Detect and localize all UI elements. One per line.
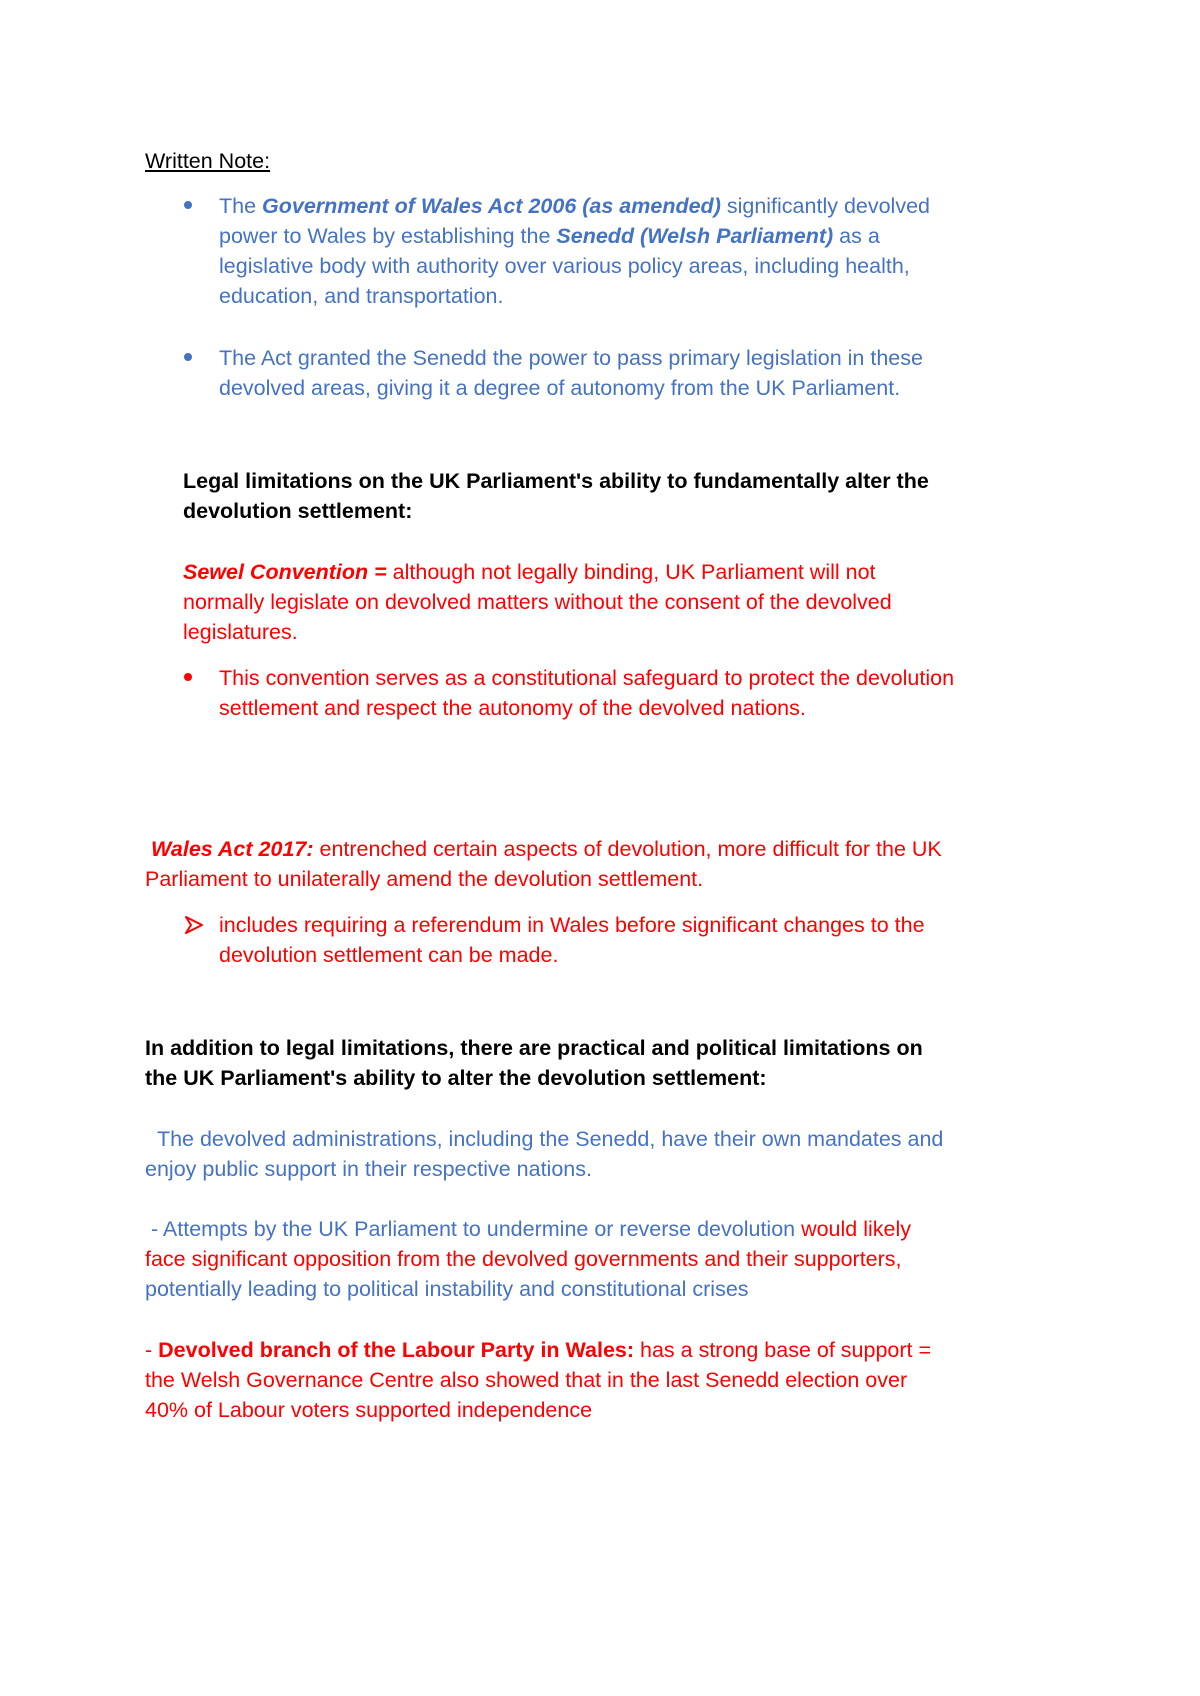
intro-bullet-2 <box>219 343 923 403</box>
labour-paragraph: - Devolved branch of the Labour Party in Wales: has a strong base of support = the Welsh Governance Centre also showed that in the last Senedd election over 40% of Labour voters supported independence <box>145 1338 932 1422</box>
senedd-term: Senedd (Welsh Parliament) <box>556 224 834 248</box>
wales-act-paragraph: Wales Act 2017: entrenched certain aspects of devolution, more difficult for the UK Parliament to unilaterally amend the devolution settlement. <box>145 837 942 891</box>
bullet-dot-icon <box>184 201 192 209</box>
intro-bullet-2-line-2: devolved areas, giving it a degree of autonomy from the UK Parliament. <box>219 376 901 400</box>
sewel-convention-paragraph: Sewel Convention = although not legally binding, UK Parliament will not normally legislate on devolved matters without the consent of the devolved legislatures. <box>183 560 892 644</box>
bullet-dot-icon <box>184 353 192 361</box>
intro-bullet-1-line-4: education, and transportation. <box>219 284 504 308</box>
intro-bullet-1-line-1: The Government of Wales Act 2006 (as amended) significantly devolved <box>219 194 931 218</box>
practical-limitations-heading: In addition to legal limitations, there are practical and political limitations on the UK Parliament's ability to alter the devolution settlement: <box>145 1036 923 1090</box>
written-note-heading <box>145 146 270 176</box>
mandates-paragraph: The devolved administrations, including the Senedd, have their own mandates and enjoy public support in their respective nations. <box>145 1127 944 1181</box>
attempts-paragraph: - Attempts by the UK Parliament to undermine or reverse devolution would likely face significant opposition from the devolved governments and their supporters, potentially leading to political instability and constitutional crises <box>145 1217 912 1301</box>
wales-act-2017-term: Wales Act 2017: <box>150 837 314 861</box>
intro-bullet-1-line-3: legislative body with authority over various policy areas, including health, <box>219 254 910 278</box>
sewel-bullet: This convention serves as a constitutional safeguard to protect the devolution settlement and respect the autonomy of the devolved nations. <box>219 666 955 720</box>
arrow-bullet-icon <box>183 914 205 936</box>
sewel-convention-term: Sewel Convention = <box>183 560 387 584</box>
intro-bullet-1 <box>219 191 930 311</box>
bullet-dot-icon <box>184 673 192 681</box>
intro-bullet-2-line-1: The Act granted the Senedd the power to pass primary legislation in these <box>219 346 923 370</box>
written-note-heading-text: Written Note: <box>145 149 271 173</box>
wales-act-bullet: includes requiring a referendum in Wales before significant changes to the devolution settlement can be made. <box>219 913 925 967</box>
intro-bullet-1-line-2: power to Wales by establishing the Senedd (Welsh Parliament) as a <box>219 224 880 248</box>
government-of-wales-act-term: Government of Wales Act 2006 (as amended) <box>262 194 721 218</box>
legal-limitations-heading: Legal limitations on the UK Parliament's ability to fundamentally alter the devolution settlement: <box>183 469 929 523</box>
labour-party-term: Devolved branch of the Labour Party in Wales: <box>158 1338 635 1362</box>
